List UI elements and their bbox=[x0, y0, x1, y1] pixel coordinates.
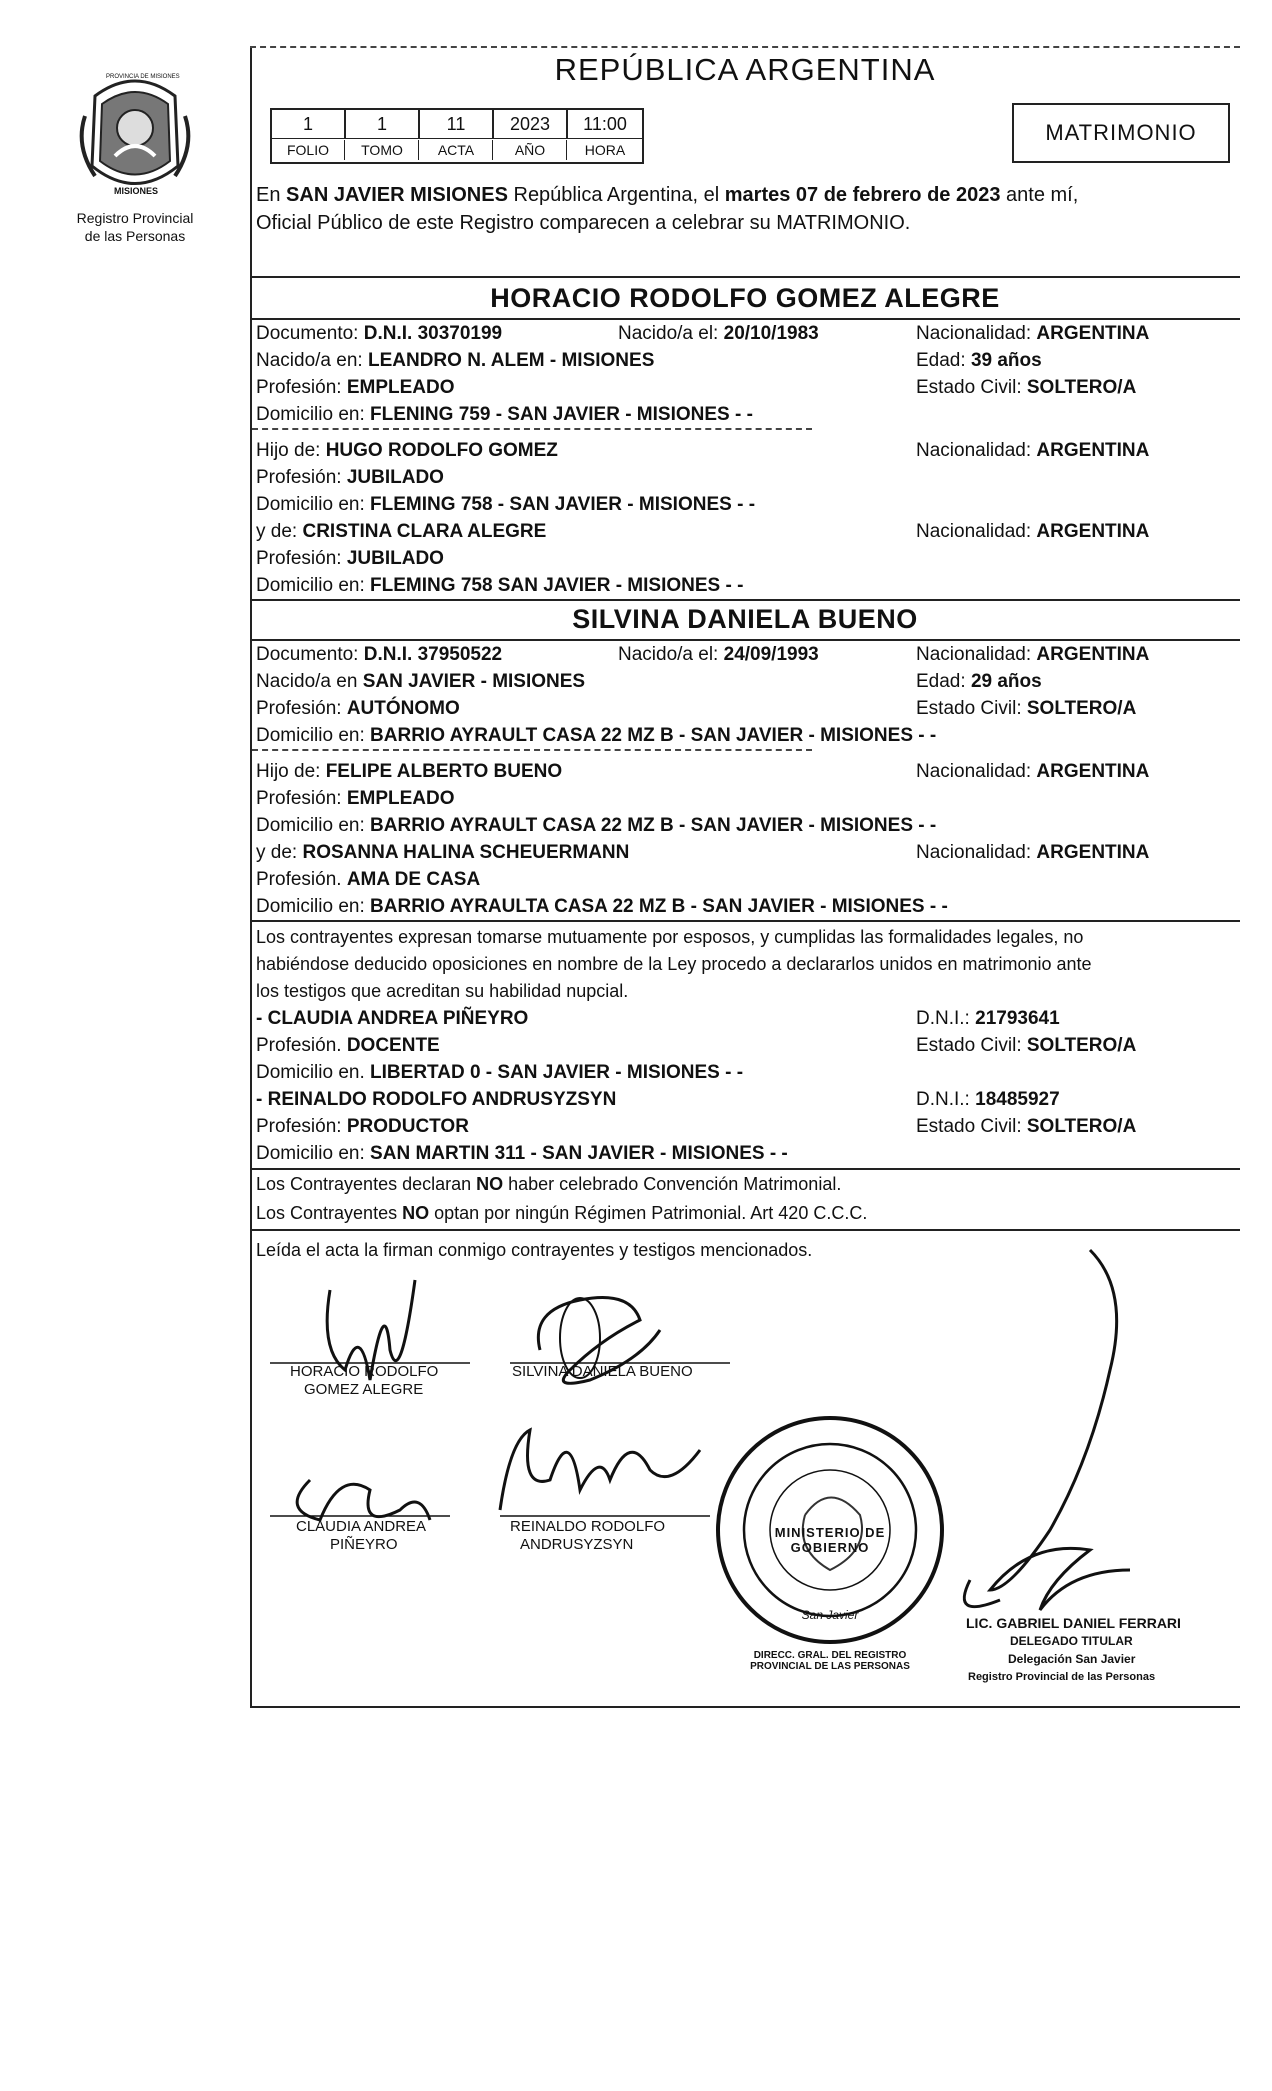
rule-2 bbox=[250, 318, 1240, 320]
hour-value: 11:00 bbox=[583, 114, 627, 134]
page-title: REPÚBLICA ARGENTINA bbox=[554, 52, 936, 87]
sig4-name-line2: ANDRUSYZSYN bbox=[520, 1536, 634, 1553]
convention-line-1: Los Contrayentes declaran NO haber celebrado Convención Matrimonial. bbox=[256, 1174, 842, 1194]
sig2-name-line1: SILVINA DANIELA BUENO bbox=[512, 1363, 693, 1380]
tomo-label: TOMO bbox=[346, 140, 419, 160]
seal-top-text: PROVINCIA DE MISIONES bbox=[106, 74, 180, 80]
spouse1-name: HORACIO RODOLFO GOMEZ ALEGRE bbox=[490, 283, 1000, 313]
provincial-seal-icon bbox=[70, 66, 200, 206]
registry-logo bbox=[70, 66, 200, 206]
convention-line-2: Los Contrayentes NO optan por ningún Régimen Patrimonial. Art 420 C.C.C. bbox=[256, 1203, 868, 1223]
closing-text: Leída el acta la firman conmigo contrayentes y testigos mencionados. bbox=[256, 1240, 813, 1260]
spouse2-father-nationality: Nacionalidad: ARGENTINA bbox=[916, 761, 1150, 782]
spouse2-mother: y de: ROSANNA HALINA SCHEUERMANN bbox=[256, 842, 630, 863]
spouse1-age: Edad: 39 años bbox=[916, 350, 1042, 371]
witness1-address: Domicilio en. LIBERTAD 0 - SAN JAVIER - MISIONES - - bbox=[256, 1062, 744, 1083]
intro-line-1: En SAN JAVIER MISIONES República Argentina, el martes 07 de febrero de 2023 ante mí, bbox=[256, 184, 1079, 206]
declaration-line-3: los testigos que acreditan su habilidad nupcial. bbox=[256, 981, 629, 1001]
spouse1-civil-status: Estado Civil: SOLTERO/A bbox=[916, 377, 1137, 398]
spouse2-documento: Documento: D.N.I. 37950522 bbox=[256, 644, 503, 665]
year-label: AÑO bbox=[494, 140, 567, 160]
acta-value: 11 bbox=[420, 110, 494, 138]
spouse1-mother: y de: CRISTINA CLARA ALEGRE bbox=[256, 521, 547, 542]
rule-8 bbox=[250, 1168, 1240, 1170]
spouse1-father-profession: Profesión: JUBILADO bbox=[256, 467, 444, 488]
sig4-name-line1: REINALDO RODOLFO bbox=[510, 1518, 666, 1535]
top-rule bbox=[250, 46, 1240, 48]
tomo-value: 1 bbox=[346, 110, 420, 138]
spouse2-civil-status: Estado Civil: SOLTERO/A bbox=[916, 698, 1137, 719]
witness2-name: - REINALDO RODOLFO ANDRUSYZSYN bbox=[256, 1089, 617, 1110]
witness1-civil-status: Estado Civil: SOLTERO/A bbox=[916, 1035, 1137, 1056]
spouse1-birthdate: Nacido/a el: 20/10/1983 bbox=[618, 323, 819, 344]
sig1-name-line2: GOMEZ ALEGRE bbox=[304, 1381, 424, 1398]
spouse2-birthplace: Nacido/a en SAN JAVIER - MISIONES bbox=[256, 671, 586, 692]
witness1-dni: D.N.I.: 21793641 bbox=[916, 1008, 1060, 1029]
spouse2-nationality: Nacionalidad: ARGENTINA bbox=[916, 644, 1150, 665]
spouse2-father-address: Domicilio en: BARRIO AYRAULT CASA 22 MZ B - SAN JAVIER - MISIONES - - bbox=[256, 815, 937, 836]
spouse1-father-address: Domicilio en: FLEMING 758 - SAN JAVIER - MISIONES - - bbox=[256, 494, 756, 515]
rule-6 bbox=[252, 749, 812, 751]
spouse2-father-profession: Profesión: EMPLEADO bbox=[256, 788, 455, 809]
stamp-ring-text: DIRECC. GRAL. DEL REGISTRO PROVINCIAL DE LAS PERSONAS bbox=[750, 1650, 910, 1672]
seal-bottom-text: MISIONES bbox=[113, 186, 158, 196]
spouse1-documento: Documento: D.N.I. 30370199 bbox=[256, 323, 503, 344]
spouse2-name: SILVINA DANIELA BUENO bbox=[572, 604, 918, 634]
official-title: DELEGADO TITULAR bbox=[1010, 1634, 1133, 1648]
sig3-name-line1: CLAUDIA ANDREA bbox=[296, 1518, 427, 1535]
witness2-address: Domicilio en: SAN MARTIN 311 - SAN JAVIER - MISIONES - - bbox=[256, 1143, 788, 1164]
spouse1-nationality: Nacionalidad: ARGENTINA bbox=[916, 323, 1150, 344]
official-name: LIC. GABRIEL DANIEL FERRARI bbox=[966, 1615, 1181, 1631]
official-signature-icon bbox=[964, 1250, 1130, 1610]
spouse1-mother-profession: Profesión: JUBILADO bbox=[256, 548, 444, 569]
spouse1-mother-nationality: Nacionalidad: ARGENTINA bbox=[916, 521, 1150, 542]
spouse2-age: Edad: 29 años bbox=[916, 671, 1042, 692]
witness2-civil-status: Estado Civil: SOLTERO/A bbox=[916, 1116, 1137, 1137]
spouse2-father: Hijo de: FELIPE ALBERTO BUENO bbox=[256, 761, 563, 782]
witness2-dni: D.N.I.: 18485927 bbox=[916, 1089, 1060, 1110]
spouse2-mother-address: Domicilio en: BARRIO AYRAULTA CASA 22 MZ B - SAN JAVIER - MISIONES - - bbox=[256, 896, 948, 917]
doc-type-box bbox=[1012, 103, 1230, 163]
spouse1-mother-address: Domicilio en: FLEMING 758 SAN JAVIER - MISIONES - - bbox=[256, 575, 744, 596]
rule-4 bbox=[250, 599, 1240, 601]
spouse2-mother-nationality: Nacionalidad: ARGENTINA bbox=[916, 842, 1150, 863]
spouse2-mother-profession: Profesión. AMA DE CASA bbox=[256, 869, 481, 890]
registry-caption-2: de las Personas bbox=[84, 228, 186, 244]
witness1-profession: Profesión. DOCENTE bbox=[256, 1035, 440, 1056]
official-registry: Registro Provincial de las Personas bbox=[968, 1671, 1156, 1683]
spouse1-birthplace: Nacido/a en: LEANDRO N. ALEM - MISIONES bbox=[256, 350, 655, 371]
folio-label: FOLIO bbox=[272, 140, 345, 160]
stamp-inner-text: MINISTERIO DE GOBIERNO bbox=[774, 1525, 886, 1555]
hour-label: HORA bbox=[584, 142, 626, 158]
record-fields bbox=[270, 108, 644, 164]
rule-5 bbox=[250, 639, 1240, 641]
spouse2-birthdate: Nacido/a el: 24/09/1993 bbox=[618, 644, 819, 665]
declaration-line-1: Los contrayentes expresan tomarse mutuamente por esposos, y cumplidas las formalidades legales, no bbox=[256, 927, 1084, 947]
witness1-name: - CLAUDIA ANDREA PIÑEYRO bbox=[256, 1008, 529, 1029]
spouse2-address: Domicilio en: BARRIO AYRAULT CASA 22 MZ B - SAN JAVIER - MISIONES - - bbox=[256, 725, 937, 746]
spouse1-address: Domicilio en: FLENING 759 - SAN JAVIER - MISIONES - - bbox=[256, 404, 753, 425]
witness2-profession: Profesión: PRODUCTOR bbox=[256, 1116, 469, 1137]
official-office: Delegación San Javier bbox=[1008, 1652, 1136, 1666]
declaration-line-2: habiéndose deducido oposiciones en nombre de la Ley procedo a declararlos unidos en matrimonio ante bbox=[256, 954, 1092, 974]
signature-4-icon bbox=[500, 1430, 710, 1516]
sig3-name-line2: PIÑEYRO bbox=[330, 1536, 398, 1553]
spouse1-profession: Profesión: EMPLEADO bbox=[256, 377, 455, 398]
acta-label: ACTA bbox=[420, 140, 493, 160]
bottom-rule bbox=[250, 1706, 1240, 1708]
rule-1 bbox=[250, 276, 1240, 278]
year-value: 2023 bbox=[494, 110, 568, 138]
folio-value: 1 bbox=[272, 110, 346, 138]
registry-caption-1: Registro Provincial bbox=[76, 210, 194, 226]
spouse1-father-nationality: Nacionalidad: ARGENTINA bbox=[916, 440, 1150, 461]
doc-type: MATRIMONIO bbox=[1045, 120, 1197, 145]
rule-3 bbox=[252, 428, 812, 430]
spouse2-profession: Profesión: AUTÓNOMO bbox=[256, 698, 460, 719]
intro-line-2: Oficial Público de este Registro comparecen a celebrar su MATRIMONIO. bbox=[256, 212, 911, 234]
sig1-name-line1: HORACIO RODOLFO bbox=[290, 1363, 439, 1380]
signature-3-icon bbox=[270, 1480, 450, 1520]
stamp-center-text: San Javier bbox=[801, 1608, 859, 1622]
rule-7 bbox=[250, 920, 1240, 922]
spouse1-father: Hijo de: HUGO RODOLFO GOMEZ bbox=[256, 440, 558, 461]
